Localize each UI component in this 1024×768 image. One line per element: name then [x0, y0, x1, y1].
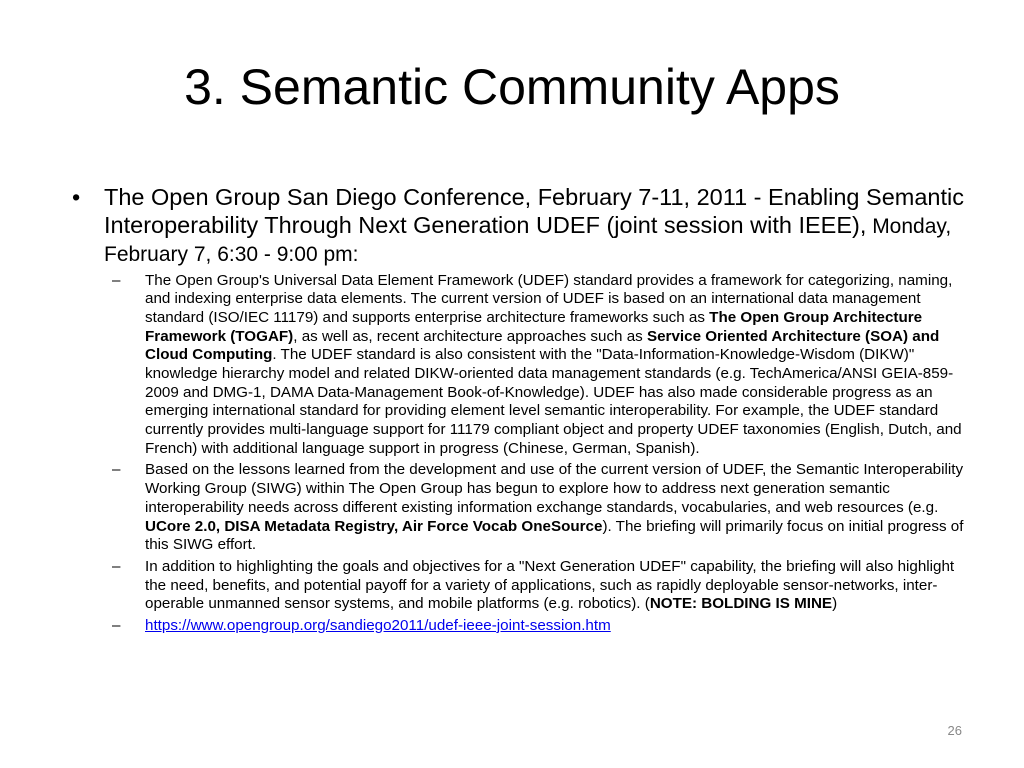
dash-mark: – [112, 271, 121, 289]
sub-bullet-text [145, 272, 970, 459]
sub-bullet-list [112, 272, 970, 636]
bold-togaf: The Open Group Architecture Framework (TOGAF) [145, 308, 923, 345]
sub-bullet-text [145, 617, 970, 636]
sub-bullet-link [112, 617, 970, 636]
text-span: The Open Group's Universal Data Element Framework (UDEF) standard provides a framework for categorizing, naming, and indexing enterprise data elements. The current version of UDEF is based on an international data management standard (ISO/IEC 11179) and supports enterprise architecture frameworks such as [145, 271, 953, 326]
bold-ucore: UCore 2.0, DISA Metadata Registry, Air Force Vocab OneSource [145, 517, 603, 535]
slide-title: 3. Semantic Community Apps [184, 59, 840, 115]
dash-mark: – [112, 461, 121, 479]
bold-note: NOTE: BOLDING IS MINE [649, 595, 833, 613]
sub-bullet-siwg [112, 461, 970, 554]
slide-content [70, 183, 970, 639]
bullet-mark: • [72, 184, 81, 210]
conference-date: Monday, February 7, 6:30 - 9:00 pm: [104, 215, 952, 267]
text-span: ). The briefing will primarily focus on initial progress of this SIWG effort. [145, 517, 964, 554]
main-bullet [70, 183, 970, 268]
text-span: . The UDEF standard is also consistent with the "Data-Information-Knowledge-Wisdom (DIKW)" knowledge hierarchy model and related DIKW-oriented data management standards (e.g. TechAmerica/ANSI GEIA-859-2009 and DMG-1, DAMA Data-Management Book-of-Knowledge). UDEF has also made considerable progress as an emerging international standard for providing element level semantic interoperability. For example, the UDEF standard currently provides multi-language support for 11179 compliant object and property UDEF taxonomies (English, Dutch, and French) with additional language support in progress (Chinese, German, Spanish). [145, 346, 962, 457]
page-number: 26 [947, 723, 962, 738]
conference-title: The Open Group San Diego Conference, February 7-11, 2011 - Enabling Semantic Interoperability Through Next Generation UDEF (joint session with IEEE), [104, 184, 964, 239]
sub-bullet-udef-overview [112, 272, 970, 459]
bold-soa-cloud: Service Oriented Architecture (SOA) and Cloud Computing [145, 327, 940, 364]
dash-mark: – [112, 616, 121, 634]
text-span: Based on the lessons learned from the development and use of the current version of UDEF, the Semantic Interoperability Working Group (SIWG) within The Open Group has begun to explore how to address next generation semantic interoperability needs across different existing information exchange standards, vocabularies, and web resources (e.g. [145, 461, 964, 516]
text-span: In addition to highlighting the goals and objectives for a "Next Generation UDEF" capability, the briefing will also highlight the need, benefits, and potential payoff for a variety of applications, such as rapidly deployable sensor-networks, inter-operable unmanned sensor systems, and mobile platforms (e.g. robotics). ( [145, 557, 955, 613]
text-span: , as well as, recent architecture approaches such as [293, 327, 647, 345]
text-span: ) [832, 595, 838, 613]
session-link[interactable]: https://www.opengroup.org/sandiego2011/udef-ieee-joint-session.htm [145, 616, 611, 634]
sub-bullet-text [145, 558, 970, 614]
sub-bullet-text [145, 461, 970, 554]
main-bullet-text [104, 183, 970, 268]
sub-bullet-next-gen-udef [112, 558, 970, 614]
dash-mark: – [112, 557, 121, 575]
